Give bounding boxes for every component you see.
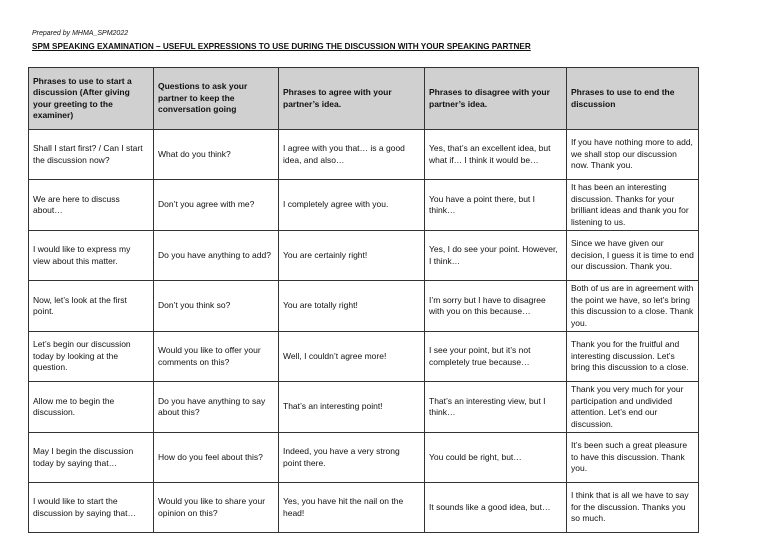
table-cell: You are totally right! — [279, 281, 425, 332]
table-row — [29, 281, 699, 332]
table-cell: Both of us are in agreement with the point we have, so let’s bring this discussion to a close. Thank you. — [567, 281, 699, 332]
table-cell: Thank you very much for your participation and undivided attention. Let’s end our discussion. — [567, 382, 699, 433]
table-cell: I’m sorry but I have to disagree with you on this because… — [425, 281, 567, 332]
table-cell: I think that is all we have to say for the discussion. Thanks you so much. — [567, 483, 699, 533]
table-cell: I would like to start the discussion by saying that… — [29, 483, 154, 533]
table-cell: Indeed, you have a very strong point there. — [279, 433, 425, 483]
table-cell: I agree with you that… is a good idea, and also… — [279, 130, 425, 180]
table-row — [29, 231, 699, 281]
header-questions: Questions to ask your partner to keep the conversation going — [154, 68, 279, 130]
table-cell: You have a point there, but I think… — [425, 180, 567, 231]
table-cell: I completely agree with you. — [279, 180, 425, 231]
table-cell: Shall I start first? / Can I start the discussion now? — [29, 130, 154, 180]
table-cell: Now, let’s look at the first point. — [29, 281, 154, 332]
table-header-row — [29, 68, 699, 130]
table-cell: You are certainly right! — [279, 231, 425, 281]
document-title: SPM SPEAKING EXAMINATION – USEFUL EXPRESSIONS TO USE DURING THE DISCUSSION WITH YOUR SPEAKING PARTNER — [32, 42, 531, 51]
table-cell: Allow me to begin the discussion. — [29, 382, 154, 433]
table-cell: Yes, you have hit the nail on the head! — [279, 483, 425, 533]
table-cell: If you have nothing more to add, we shall stop our discussion now. Thank you. — [567, 130, 699, 180]
prepared-by-note: Prepared by MHMA_SPM2022 — [32, 30, 129, 37]
header-start-discussion: Phrases to use to start a discussion (After giving your greeting to the examiner) — [29, 68, 154, 130]
table-cell: Don’t you agree with me? — [154, 180, 279, 231]
expressions-table — [28, 67, 699, 533]
table-cell: Would you like to share your opinion on this? — [154, 483, 279, 533]
table-cell: Thank you for the fruitful and interesting discussion. Let’s bring this discussion to a close. — [567, 332, 699, 382]
table-cell: Let’s begin our discussion today by looking at the question. — [29, 332, 154, 382]
table-cell: You could be right, but… — [425, 433, 567, 483]
table-cell: Do you have anything to add? — [154, 231, 279, 281]
table-row — [29, 332, 699, 382]
header-disagree: Phrases to disagree with your partner’s idea. — [425, 68, 567, 130]
table-cell: It has been an interesting discussion. Thanks for your brilliant ideas and thank you for listening to us. — [567, 180, 699, 231]
table-row — [29, 180, 699, 231]
table-row — [29, 382, 699, 433]
table-cell: Yes, I do see your point. However, I think… — [425, 231, 567, 281]
table-cell: Do you have anything to say about this? — [154, 382, 279, 433]
table-cell: Since we have given our decision, I guess it is time to end our discussion. Thank you. — [567, 231, 699, 281]
table-cell: It’s been such a great pleasure to have this discussion. Thank you. — [567, 433, 699, 483]
table-cell: How do you feel about this? — [154, 433, 279, 483]
header-end-discussion: Phrases to use to end the discussion — [567, 68, 699, 130]
table-cell: Don’t you think so? — [154, 281, 279, 332]
table-cell: That’s an interesting view, but I think… — [425, 382, 567, 433]
table-cell: We are here to discuss about… — [29, 180, 154, 231]
table-cell: I would like to express my view about this matter. — [29, 231, 154, 281]
table-cell: Would you like to offer your comments on this? — [154, 332, 279, 382]
table-cell: Yes, that’s an excellent idea, but what if… I think it would be… — [425, 130, 567, 180]
table-cell: It sounds like a good idea, but… — [425, 483, 567, 533]
table-row — [29, 130, 699, 180]
table-row — [29, 433, 699, 483]
table-cell: That’s an interesting point! — [279, 382, 425, 433]
table-cell: I see your point, but it’s not completely true because… — [425, 332, 567, 382]
table-row — [29, 483, 699, 533]
table-cell: What do you think? — [154, 130, 279, 180]
table-cell: May I begin the discussion today by saying that… — [29, 433, 154, 483]
header-agree: Phrases to agree with your partner’s idea. — [279, 68, 425, 130]
table-cell: Well, I couldn’t agree more! — [279, 332, 425, 382]
